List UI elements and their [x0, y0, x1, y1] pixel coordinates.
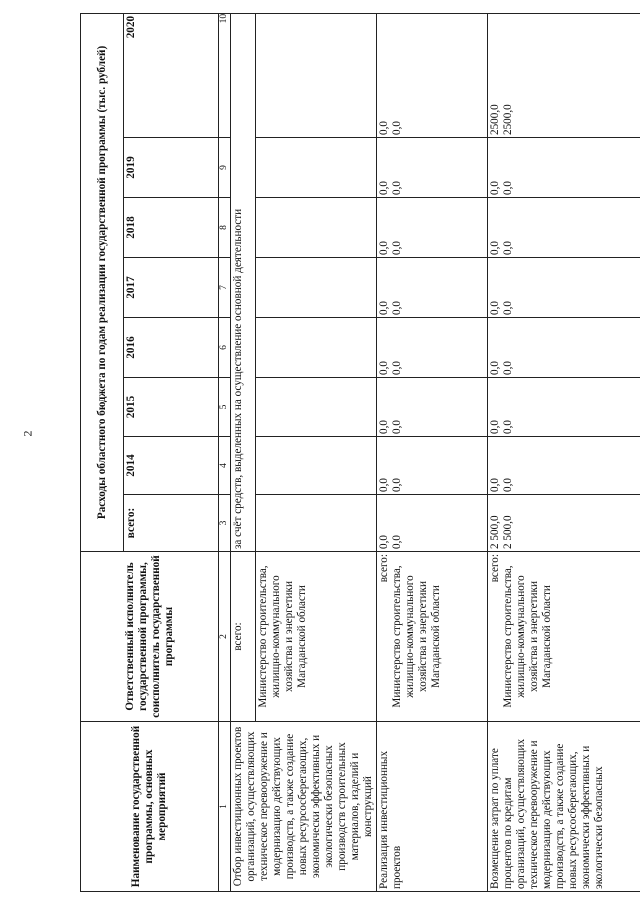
value-cell — [256, 258, 377, 318]
value-cell: 0,0 0,0 — [377, 258, 488, 318]
table-row — [488, 13, 640, 891]
value-cell: 0,0 0,0 — [377, 378, 488, 437]
value-cell: 0,0 0,0 — [488, 437, 640, 495]
header-year: 2015 — [124, 378, 219, 437]
value-cell: 0,0 0,0 — [377, 198, 488, 258]
value-cell — [256, 138, 377, 198]
value-cell: 0,0 0,0 — [377, 318, 488, 378]
header-year: 2014 — [124, 437, 219, 495]
value-cell: 0,0 0,0 — [377, 437, 488, 495]
col-number: 8 — [219, 198, 231, 258]
value-cell: 0,0 0,0 — [488, 258, 640, 318]
value-cell — [256, 437, 377, 495]
executor-total-label: всего: — [231, 552, 256, 722]
col-number: 6 — [219, 318, 231, 378]
col-number: 3 — [219, 495, 231, 552]
header-year: 2019 — [124, 138, 219, 198]
executor-name: Министерство строительства, жилищно-коммунального хозяйства и энергетики Магаданской области — [391, 565, 442, 708]
row-name: Реализация инвестиционных проектов — [377, 722, 488, 892]
row-executor — [488, 552, 640, 722]
header-total: всего: — [124, 495, 219, 552]
col-number: 4 — [219, 437, 231, 495]
funding-source-text: за счёт средств, выделенных на осуществление основной деятельности — [231, 13, 256, 551]
header-year: 2020 — [124, 13, 219, 137]
value-cell: 0,0 0,0 — [377, 138, 488, 198]
executor-total-label: всего: — [489, 554, 501, 583]
header-executor: Ответственный исполнитель государственной программы, соисполнитель государственной программы — [81, 552, 219, 722]
executor-name: Министерство строительства, жилищно-коммунального хозяйства и энергетики Магаданской области — [502, 565, 553, 708]
value-cell: 0,0 0,0 — [488, 378, 640, 437]
budget-table — [80, 13, 640, 892]
value-cell — [256, 495, 377, 552]
col-number: 7 — [219, 258, 231, 318]
header-year: 2018 — [124, 198, 219, 258]
row-name: Возмещение затрат по уплате процентов по кредитам организаций, осуществляющих техническое перевооружение и модернизацию действующих производств, а также создание новых ресурсосберегающих, экономически эффективных и экологически безопасных — [488, 722, 640, 892]
header-year: 2017 — [124, 258, 219, 318]
table-row — [377, 13, 488, 891]
value-cell: 0,0 0,0 — [488, 138, 640, 198]
header-program-name: Наименование государственной программы, основных мероприятий — [81, 722, 219, 892]
value-cell — [256, 13, 377, 137]
row-executor: Министерство строительства, жилищно-коммунального хозяйства и энергетики Магаданской области — [256, 552, 377, 722]
value-cell: 2500,0 2500,0 — [488, 13, 640, 137]
value-cell: 0,0 0,0 — [488, 318, 640, 378]
header-year: 2016 — [124, 318, 219, 378]
header-spending: Расходы областного бюджета по годам реализации государственной программы (тыс. рублей) — [81, 13, 124, 551]
page-number: 2 — [20, 430, 35, 437]
value-cell: 2 500,0 2 500,0 — [488, 495, 640, 552]
executor-total-label: всего: — [378, 554, 390, 583]
value-cell: 0,0 0,0 — [377, 495, 488, 552]
value-cell: 0,0 0,0 — [488, 198, 640, 258]
col-number: 2 — [219, 552, 231, 722]
row-executor — [377, 552, 488, 722]
value-cell: 0,0 0,0 — [377, 13, 488, 137]
funding-source-row — [231, 13, 256, 891]
row-name: Отбор инвестиционных проектов организаций, осуществляющих техническое перевооружение и модернизацию действующих производств, а также создание новых ресурсосберегающих, экономически эффективных и экологически безопасных производств строительных материалов, изделий и конструкций — [231, 722, 377, 892]
col-number: 10 — [219, 13, 231, 137]
header-row-1 — [81, 13, 124, 891]
col-number: 5 — [219, 378, 231, 437]
col-number: 1 — [219, 722, 231, 892]
col-number: 9 — [219, 138, 231, 198]
value-cell — [256, 318, 377, 378]
value-cell — [256, 378, 377, 437]
value-cell — [256, 198, 377, 258]
column-number-row — [219, 13, 231, 891]
